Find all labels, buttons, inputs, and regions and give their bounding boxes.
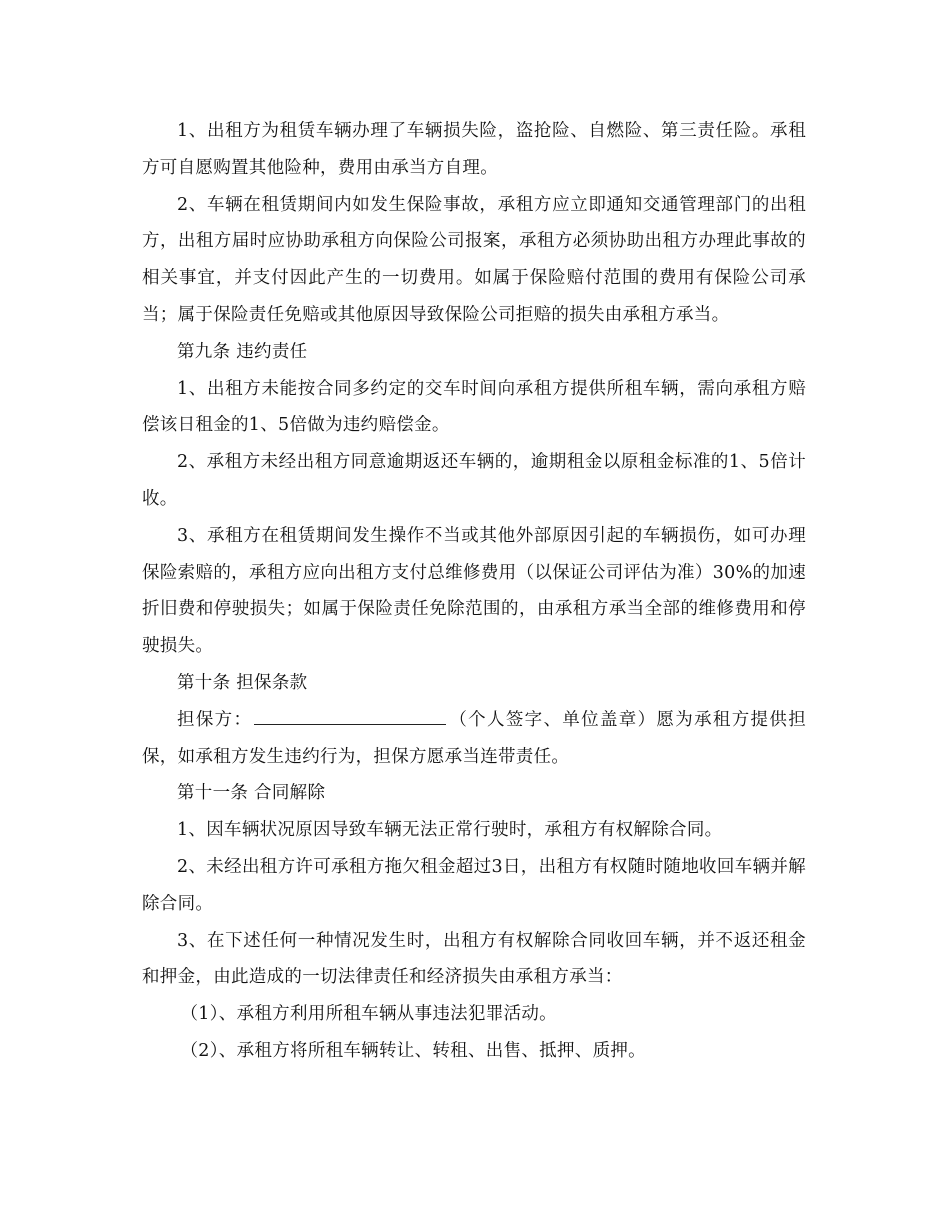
article-9-item-1: 1、出租方未能按合同多约定的交车时间向承租方提供所租车辆，需向承租方赔偿该日租金的1、5倍做为违约赔偿金。 (142, 378, 806, 436)
guarantor-clause: （个人签字、单位盖章）愿为承租方提供担保，如承租方发生违约行为，担保方愿承当连带责任。 (142, 709, 807, 767)
article-9-item-2: 2、承租方未经出租方同意逾期返还车辆的，逾期租金以原租金标准的1、5倍计收。 (142, 452, 806, 509)
article-11-item-3: 3、在下述任何一种情况发生时，出租方有权解除合同收回车辆，并不返还租金和押金，由此造成的一切法律责任和经济损失由承租方承当： (142, 930, 806, 988)
article-9-item-3: 3、承租方在租赁期间发生操作不当或其他外部原因引起的车辆损伤，如可办理保险索赔的，承租方应向出租方支付总维修费用（以保证公司评估为准）30%的加速折旧费和停驶损失；如属于保险责任免除范围的，由承租方承当全部的维修费用和停驶损失。 (142, 525, 806, 657)
article-9-heading: 第九条 违约责任 (177, 341, 308, 362)
paragraph-insurance-2: 2、车辆在租赁期间内如发生保险事故，承租方应立即通知交通管理部门的出租方，出租方届时应协助承租方向保险公司报案，承租方必须协助出租方办理此事故的相关事宜，并支付因此产生的一切费用。如属于保险赔付范围的费用有保险公司承当；属于保险责任免赔或其他原因导致保险公司拒赔的损失由承租方承当。 (142, 194, 806, 325)
guarantor-signature-blank[interactable] (254, 706, 446, 725)
article-11-item-2: 2、未经出租方许可承租方拖欠租金超过3日，出租方有权随时随地收回车辆并解除合同。 (142, 856, 806, 914)
article-11-subitem-2: （2）、承租方将所租车辆转让、转租、出售、抵押、质押。 (180, 1040, 646, 1061)
article-10-heading: 第十条 担保条款 (177, 672, 308, 693)
article-10-guarantor-paragraph (142, 702, 806, 776)
article-11-heading: 第十一条 合同解除 (177, 783, 326, 804)
document-body (142, 113, 806, 1070)
guarantor-label: 担保方： (177, 709, 253, 730)
paragraph-insurance-1: 1、出租方为租赁车辆办理了车辆损失险，盗抢险、自燃险、第三责任险。承租方可自愿购置其他险种，费用由承当方自理。 (142, 121, 806, 178)
article-11-item-1: 1、因车辆状况原因导致车辆无法正常行驶时，承租方有权解除合同。 (177, 820, 723, 841)
article-11-subitem-1: （1）、承租方利用所租车辆从事违法犯罪活动。 (180, 1004, 557, 1025)
